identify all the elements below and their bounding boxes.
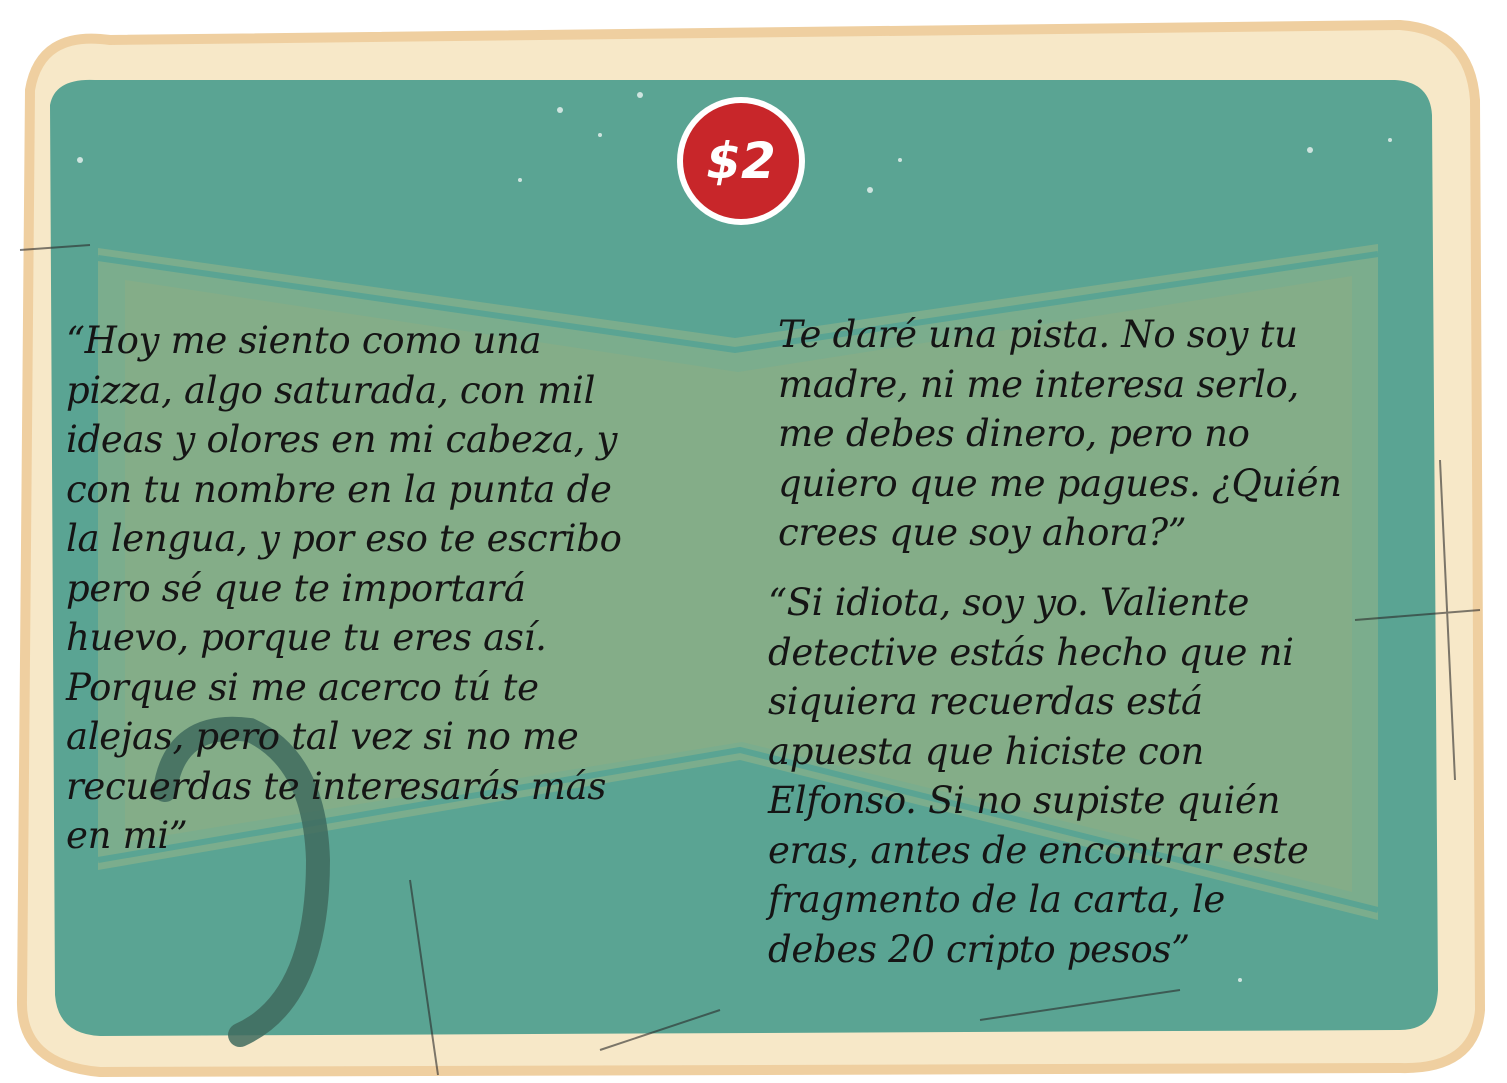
right-note-line: Te daré una pista. No soy tu [778,313,1298,356]
left-note-line: pero sé que te importará [66,566,526,610]
right-note-line: detective estás hecho que ni [768,630,1294,674]
right-note-line: me debes dinero, pero no [778,412,1250,455]
right-note-line: “Si idiota, soy yo. Valiente [768,581,1250,624]
left-note [66,316,622,861]
left-note-line: ideas y olores en mi cabeza, y [66,418,618,461]
left-note-line: pizza, algo saturada, con mil [66,368,596,412]
right-note-line: eras, antes de encontrar este [768,828,1309,872]
right-note-line: apuesta que hiciste con [768,729,1204,773]
left-note-line: en mi” [66,814,188,857]
left-note-line: huevo, porque tu eres así. [66,616,547,659]
price-badge-label: $2 [706,132,776,190]
right-note-line: crees que soy ahora?” [778,511,1187,554]
left-note-line: con tu nombre en la punta de [66,467,612,511]
right-note-reveal [768,578,1308,974]
right-note-line: madre, ni me interesa serlo, [778,362,1299,406]
right-note-line: siquiera recuerdas está [768,680,1203,723]
left-note-line: la lengua, y por eso te escribo [66,517,622,560]
right-note-line: Elfonso. Si no supiste quién [768,779,1281,822]
left-note-line: recuerdas te interesarás más [66,764,607,808]
left-note-line: alejas, pero tal vez si no me [66,715,579,758]
right-note-clue [778,310,1342,558]
right-note-line: quiero que me pagues. ¿Quién [778,461,1342,505]
right-note-line: fragmento de la carta, le [768,878,1225,921]
left-note-line: Porque si me acerco tú te [66,665,539,709]
left-note-line: “Hoy me siento como una [66,319,542,362]
right-note-line: debes 20 cripto pesos” [768,927,1190,971]
